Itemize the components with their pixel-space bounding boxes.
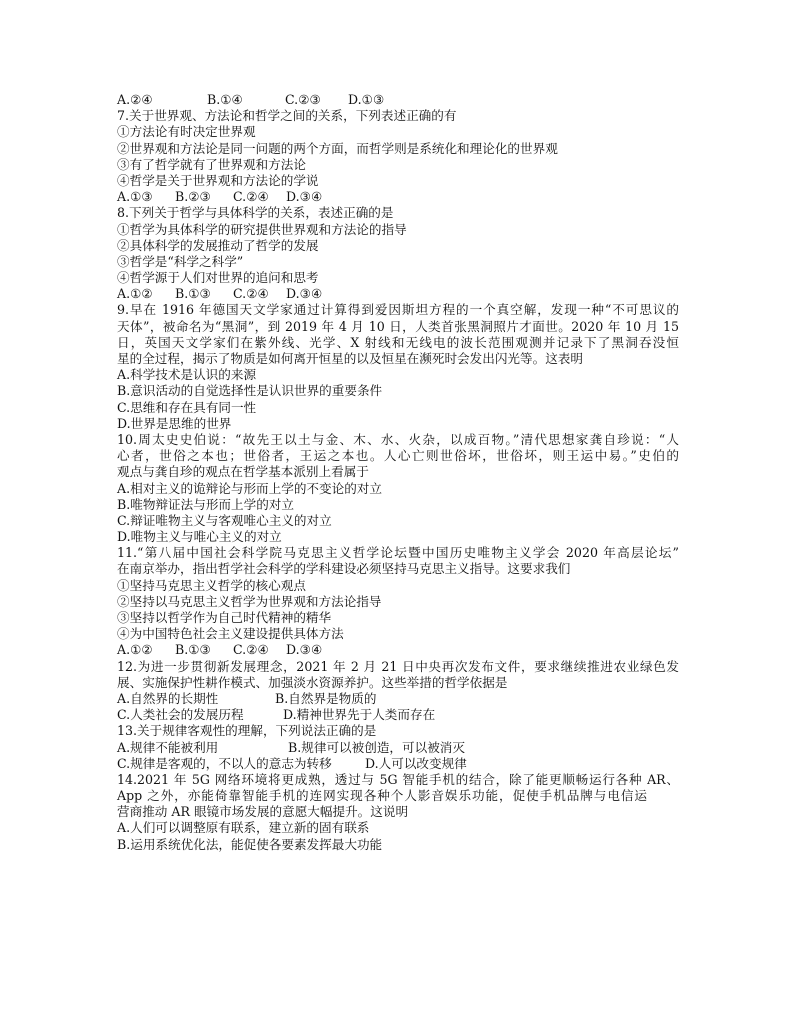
option-b: B.规律可以被创造，可以被消灭 — [288, 739, 465, 755]
option-b: B.①④ — [207, 92, 243, 107]
option-d: D.③④ — [286, 286, 323, 302]
q11-item-4: ④为中国特色社会主义建设提供具体方法 — [117, 626, 344, 642]
q10-option-c: C.辩证唯物主义与客观唯心主义的对立 — [117, 512, 332, 528]
q10-stem-2: 心者，世俗之本也；世俗者，王运之本也。人心亡则世俗坏，世俗坏，则王运中易。”史伯的 — [117, 448, 679, 464]
option-b: B.自然界是物质的 — [275, 690, 377, 706]
q8-options — [117, 286, 679, 302]
option-d: D.③④ — [286, 642, 323, 658]
q11-stem-2: 在南京举办，指出哲学社会科学的学科建设必须坚持马克思主义指导。这要求我们 — [117, 561, 571, 577]
q10-stem-3: 观点与龚自珍的观点在哲学基本派别上看属于 — [117, 464, 369, 480]
option-a: A.②④ — [117, 92, 153, 107]
q9-option-a: A.科学技术是认识的来源 — [117, 367, 257, 383]
option-a: A.①② — [117, 642, 153, 658]
q12-options-ab — [117, 691, 679, 707]
q13-options-cd — [117, 756, 679, 772]
q14-option-b: B.运用系统优化法，能促使各要素发挥最大功能 — [117, 836, 383, 852]
option-b: B.①③ — [175, 642, 211, 658]
q10-option-a: A.相对主义的诡辩论与形而上学的不变论的对立 — [117, 480, 382, 496]
q9-option-b: B.意识活动的自觉选择性是认识世界的重要条件 — [117, 383, 383, 399]
q7-stem: 7.关于世界观、方法论和哲学之间的关系，下列表述正确的有 — [117, 108, 457, 124]
q12-stem-1: 12.为进一步贯彻新发展理念，2021 年 2 月 21 日中央再次发布文件，要求继续推进农业绿色发 — [117, 658, 679, 674]
q8-item-1: ①哲学为具体科学的研究提供世界观和方法论的指导 — [117, 221, 407, 237]
q14-stem-3: 营商推动 AR 眼镜市场发展的意愿大幅提升。这说明 — [117, 804, 409, 820]
option-b: B.②③ — [175, 189, 211, 205]
option-d: D.精神世界先于人类而存在 — [283, 707, 436, 723]
q11-stem-1: 11.“第八届中国社会科学院马克思主义哲学论坛暨中国历史唯物主义学会 2020 年高层论坛” — [117, 545, 679, 561]
q14-stem-1: 14.2021 年 5G 网络环境将更成熟，透过与 5G 智能手机的结合，除了能更顺畅运行各种 AR、 — [117, 771, 679, 787]
option-d: D.人可以改变规律 — [365, 755, 467, 771]
q11-item-3: ③坚持以哲学作为自己时代精神的精华 — [117, 610, 332, 625]
q7-item-4: ④哲学是关于世界观和方法论的学说 — [117, 172, 319, 188]
q7-item-3: ③有了哲学就有了世界观和方法论 — [117, 156, 306, 172]
option-a: A.规律不能被利用 — [117, 739, 219, 755]
q11-item-1: ①坚持马克思主义哲学的核心观点 — [117, 577, 306, 593]
q7-item-2: ②世界观和方法论是同一问题的两个方面，而哲学则是系统化和理论化的世界观 — [117, 140, 558, 156]
q7-options — [117, 189, 679, 205]
q12-options-cd — [117, 707, 679, 723]
q8-item-3: ③哲学是“科学之科学” — [117, 253, 244, 269]
q10-option-d: D.唯物主义与唯心主义的对立 — [117, 529, 282, 545]
option-d: D.③④ — [286, 189, 323, 205]
option-a: A.自然界的长期性 — [117, 690, 219, 706]
q11-item-2: ②坚持以马克思主义哲学为世界观和方法论指导 — [117, 593, 382, 609]
exam-page — [117, 92, 679, 853]
q9-option-d: D.世界是思维的世界 — [117, 415, 232, 431]
q8-item-2: ②具体科学的发展推动了哲学的发展 — [117, 237, 319, 253]
option-c: C.②③ — [285, 92, 321, 107]
option-d: D.①③ — [348, 92, 385, 107]
q11-options — [117, 642, 679, 658]
q12-stem-2: 展、实施保护性耕作模式、加强淡水资源养护。这些举措的哲学依据是 — [117, 674, 508, 690]
option-c: C.②④ — [233, 286, 269, 302]
q8-item-4: ④哲学源于人们对世界的追问和思考 — [117, 270, 319, 286]
q9-stem-4: 星的全过程，揭示了物质是如何离开恒星的以及恒星在濒死时会发出闪光等。这表明 — [117, 351, 583, 366]
option-c: C.人类社会的发展历程 — [117, 707, 244, 723]
q10-stem-1: 10.周太史史伯说：“故先王以土与金、木、水、火杂，以成百物。”清代思想家龚自珍说：“人 — [117, 431, 679, 447]
option-a: A.①② — [117, 286, 153, 302]
option-c: C.规律是客观的，不以人的意志为转移 — [117, 755, 332, 771]
q9-stem-2: 天体”，被命名为“黑洞”，到 2019 年 4 月 10 日，人类首张黑洞照片才面世。2020 年 10 月 15 — [117, 318, 679, 334]
option-c: C.②④ — [233, 642, 269, 658]
q7-item-1: ①方法论有时决定世界观 — [117, 124, 256, 140]
option-b: B.①③ — [175, 286, 211, 302]
q13-stem: 13.关于规律客观性的理解，下列说法正确的是 — [117, 723, 377, 739]
q9-stem-1: 9.早在 1916 年德国天文学家通过计算得到爱因斯坦方程的一个真空解，发现一种“不可思议的 — [117, 302, 679, 318]
q9-option-c: C.思维和存在具有同一性 — [117, 399, 257, 415]
q13-options-ab — [117, 740, 679, 756]
q14-option-a: A.人们可以调整原有联系，建立新的固有联系 — [117, 820, 370, 836]
q6-options — [117, 92, 679, 108]
q8-stem: 8.下列关于哲学与具体科学的关系，表述正确的是 — [117, 205, 394, 221]
option-a: A.①③ — [117, 189, 153, 205]
q14-stem-2: App 之外，亦能倚靠智能手机的连网实现各种个人影音娱乐功能，促使手机品牌与电信运 — [117, 788, 647, 804]
option-c: C.②④ — [233, 189, 269, 205]
q10-option-b: B.唯物辩证法与形而上学的对立 — [117, 496, 294, 512]
q9-stem-3: 日，英国天文学家们在紫外线、光学、X 射线和无线电的波长范围观测并记录下了黑洞吞没恒 — [117, 334, 679, 350]
